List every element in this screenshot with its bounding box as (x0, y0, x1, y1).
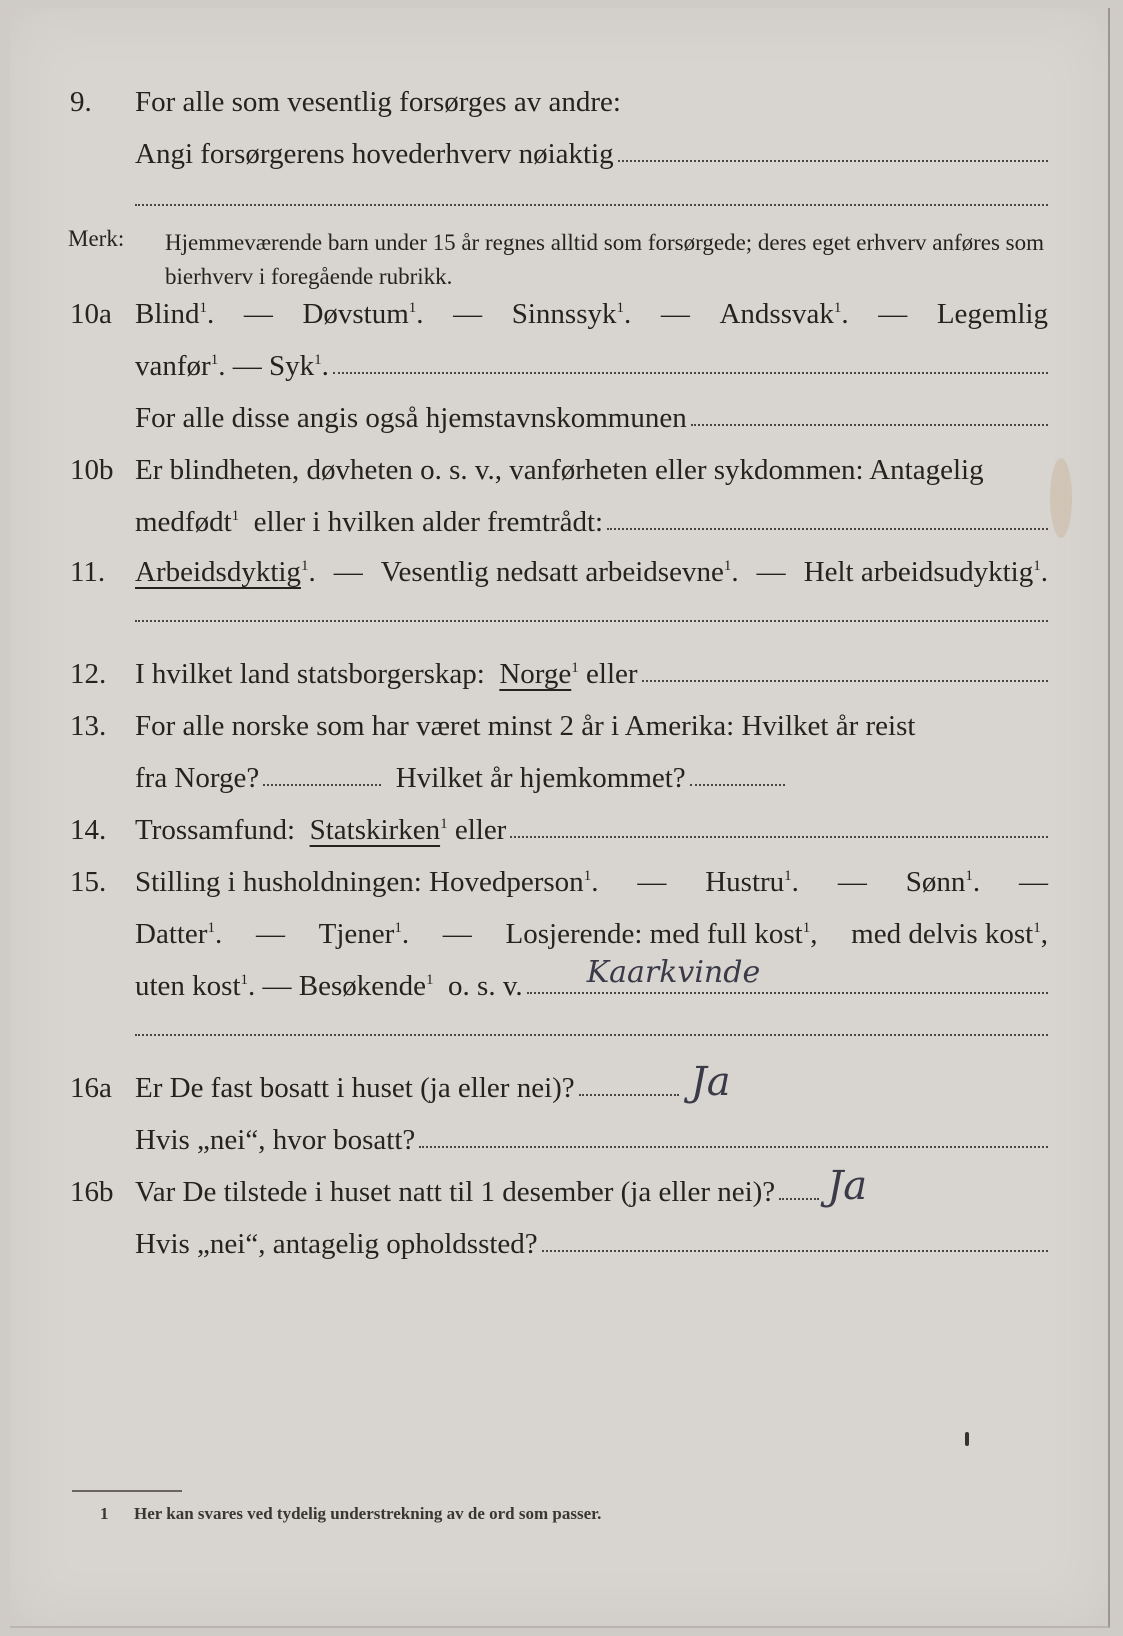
option-dovstum: Døvstum (302, 298, 409, 330)
ink-mark (965, 1432, 969, 1446)
merk-label: Merk: (68, 226, 125, 251)
footnote (100, 1504, 601, 1524)
footnote-ref: 1 (300, 558, 309, 574)
handwritten-answer: Ja (827, 1163, 868, 1209)
footnote-ref: 1 (440, 816, 448, 832)
option-sonn: Sønn (905, 866, 966, 898)
footnote-text: Her kan svares ved tydelig understrekning av de ord som passer. (134, 1504, 602, 1523)
footnote-ref: 1 (408, 300, 417, 316)
question-text: Hvis „nei“, hvor bosatt? (135, 1124, 416, 1156)
question-10a: 10a Blind$^1$. — Døvstum$^1$. — Sinnssyk$^1$. — Andssvak$^1$. — Legemlig (70, 298, 1048, 330)
question-number: 14. (70, 814, 107, 846)
question-number: 16b (70, 1176, 114, 1208)
answer-field[interactable] (135, 620, 1048, 622)
footnote-ref: 1 (240, 972, 249, 988)
footnote-ref: 1 (314, 352, 322, 368)
question-text: Er blindheten, døvheten o. s. v., vanførheten eller sykdommen: Antagelig (135, 454, 984, 486)
option-datter: Datter (135, 918, 208, 950)
footnote-ref: 1 (207, 920, 215, 936)
question-15-line3: uten kost$^1$. — Besøkende$^1$ o. s. v. Kaarkvinde (10, 970, 1108, 1014)
answer-field-year-left[interactable] (263, 783, 381, 786)
answer-field[interactable] (510, 835, 1048, 838)
question-text: Er De fast bosatt i huset (ja eller nei)? (135, 1072, 575, 1104)
footnote-ref: 1 (583, 868, 592, 884)
question-text: o. s. v. (448, 970, 523, 1002)
separator: — (453, 298, 483, 330)
answer-field[interactable] (579, 1059, 731, 1105)
footnote-ref: 1 (784, 868, 792, 884)
question-number: 16a (70, 1072, 112, 1104)
question-14 (10, 814, 1108, 858)
option-uten-kost: uten kost (135, 970, 241, 1002)
separator: — (837, 866, 867, 898)
question-text: For alle disse angis også hjemstavnskommunen (135, 402, 687, 434)
merk-text: Hjemmeværende barn under 15 år regnes alltid som forsørgede; deres eget erhverv anføres som bierhverv i foregående rubrikk. (165, 230, 1045, 289)
option-sinnssyk: Sinnssyk (511, 298, 617, 330)
footnote-ref: 1 (231, 508, 240, 524)
separator: — (1018, 866, 1048, 898)
footnote-ref: 1 (723, 558, 732, 574)
question-10b (10, 454, 1108, 498)
footnote-divider (72, 1490, 182, 1492)
answer-field-year-returned[interactable] (690, 783, 785, 786)
question-16a (10, 1059, 1108, 1116)
separator: — (660, 298, 690, 330)
answer-field[interactable] (419, 1145, 1048, 1148)
question-text: Trossamfund: (135, 814, 296, 846)
option-hovedperson: Stilling i husholdningen: Hovedperson (135, 866, 584, 898)
question-number: 9. (70, 86, 92, 118)
separator: — (232, 350, 262, 382)
answer-field[interactable] (691, 423, 1048, 426)
separator: — (333, 556, 363, 588)
answer-field[interactable] (542, 1249, 1048, 1252)
option-besokende: Besøkende (298, 970, 427, 1002)
separator: — (255, 918, 285, 950)
question-text: For alle som vesentlig forsørges av andre: (135, 86, 621, 118)
question-text: Hvis „nei“, antagelig opholdssted? (135, 1228, 538, 1260)
question-text: Angi forsørgerens hovederhverv nøiaktig (135, 138, 614, 170)
answer-field[interactable] (135, 204, 1048, 206)
footnote-ref: 1 (199, 300, 207, 316)
answer-field[interactable] (618, 159, 1048, 162)
question-9-line2 (10, 138, 1108, 182)
footnote-ref: 1 (616, 300, 625, 316)
answer-field[interactable] (779, 1163, 868, 1209)
option-vanfor: vanfør (135, 350, 211, 382)
option-medfodt: medfødt (135, 506, 232, 538)
question-15-line2: Datter$^1$. — Tjener$^1$. — Losjerende: med full kost$^1$, med delvis kost$^1$, (135, 918, 1048, 950)
question-10a-line3 (10, 402, 1108, 446)
question-text: fra Norge? (135, 762, 260, 794)
footnote-ref: 1 (965, 868, 973, 884)
handwritten-answer: Kaarkvinde (586, 955, 761, 990)
footnote-ref: 1 (1033, 920, 1041, 936)
question-16b-line2 (10, 1228, 1108, 1272)
question-9 (10, 86, 1108, 130)
option-legemlig: Legemlig (936, 298, 1048, 330)
footnote-mark: 1 (100, 1504, 109, 1523)
option-andssvak: Andssvak (719, 298, 834, 330)
footnote-ref: 1 (1033, 558, 1041, 574)
question-10b-line2 (10, 506, 1108, 550)
question-text: eller i hvilken alder fremtrådt: (253, 506, 604, 538)
question-number: 12. (70, 658, 107, 690)
question-number: 15. (70, 866, 107, 898)
footnote-ref: 1 (802, 920, 811, 936)
answer-statskirken-selected[interactable]: Statskirken (309, 814, 441, 846)
footnote-ref: 1 (426, 972, 434, 988)
question-12 (10, 658, 1108, 702)
separator: — (262, 970, 292, 1002)
question-number: 10a (70, 298, 112, 330)
option-udyktig[interactable]: Helt arbeidsudyktig (803, 556, 1034, 588)
option-tjener: Tjener (318, 918, 395, 950)
answer-field[interactable] (607, 527, 1048, 530)
question-number: 11. (70, 556, 106, 588)
question-text: eller (454, 814, 507, 846)
question-number: 13. (70, 710, 107, 742)
question-11: 11. Arbeidsdyktig$^1$. — Vesentlig nedsatt arbeidsevne$^1$. — Helt arbeidsudyktig$^1$. (70, 556, 1048, 588)
option-hustru: Hustru (705, 866, 785, 898)
question-text: Var De tilstede i huset natt til 1 desember (ja eller nei)? (135, 1176, 776, 1208)
question-13 (10, 710, 1108, 754)
question-10a-line2: vanfør$^1$. — Syk$^1$. (10, 350, 1108, 394)
handwritten-answer: Ja (690, 1059, 731, 1105)
answer-field[interactable] (135, 1034, 1048, 1036)
footnote-ref: 1 (210, 352, 219, 368)
merk-note (10, 226, 1108, 296)
option-syk: Syk (268, 350, 315, 382)
question-16b (10, 1163, 1108, 1220)
separator: — (878, 298, 908, 330)
question-16a-line2 (10, 1124, 1108, 1168)
separator: — (243, 298, 273, 330)
answer-norge-selected[interactable]: Norge (499, 658, 572, 690)
answer-field[interactable] (333, 371, 1048, 374)
footnote-ref: 1 (571, 660, 579, 676)
question-number: 10b (70, 454, 114, 486)
question-text: For alle norske som har været minst 2 år i Amerika: Hvilket år reist (135, 710, 916, 742)
footnote-ref: 1 (394, 920, 402, 936)
question-text: I hvilket land statsborgerskap: (135, 658, 485, 690)
form-page (10, 8, 1110, 1628)
footnote-ref: 1 (833, 300, 842, 316)
option-losjerende: Losjerende: med full kost (505, 918, 803, 950)
question-text: Hvilket år hjemkommet? (395, 762, 686, 794)
question-15: 15. Stilling i husholdningen: Hovedperson$^1$. — Hustru$^1$. — Sønn$^1$. — (70, 866, 1048, 898)
question-13-line2 (10, 762, 1108, 806)
option-delvis-kost: med delvis kost (851, 918, 1034, 950)
separator: — (637, 866, 667, 898)
separator: — (756, 556, 786, 588)
answer-field[interactable] (527, 955, 1048, 994)
option-nedsatt[interactable]: Vesentlig nedsatt arbeidsevne (380, 556, 724, 588)
answer-field[interactable] (642, 679, 1048, 682)
separator: — (442, 918, 472, 950)
option-blind: Blind (135, 298, 200, 330)
question-text: eller (586, 658, 638, 690)
option-arbeidsdyktig-selected[interactable]: Arbeidsdyktig (135, 556, 301, 588)
